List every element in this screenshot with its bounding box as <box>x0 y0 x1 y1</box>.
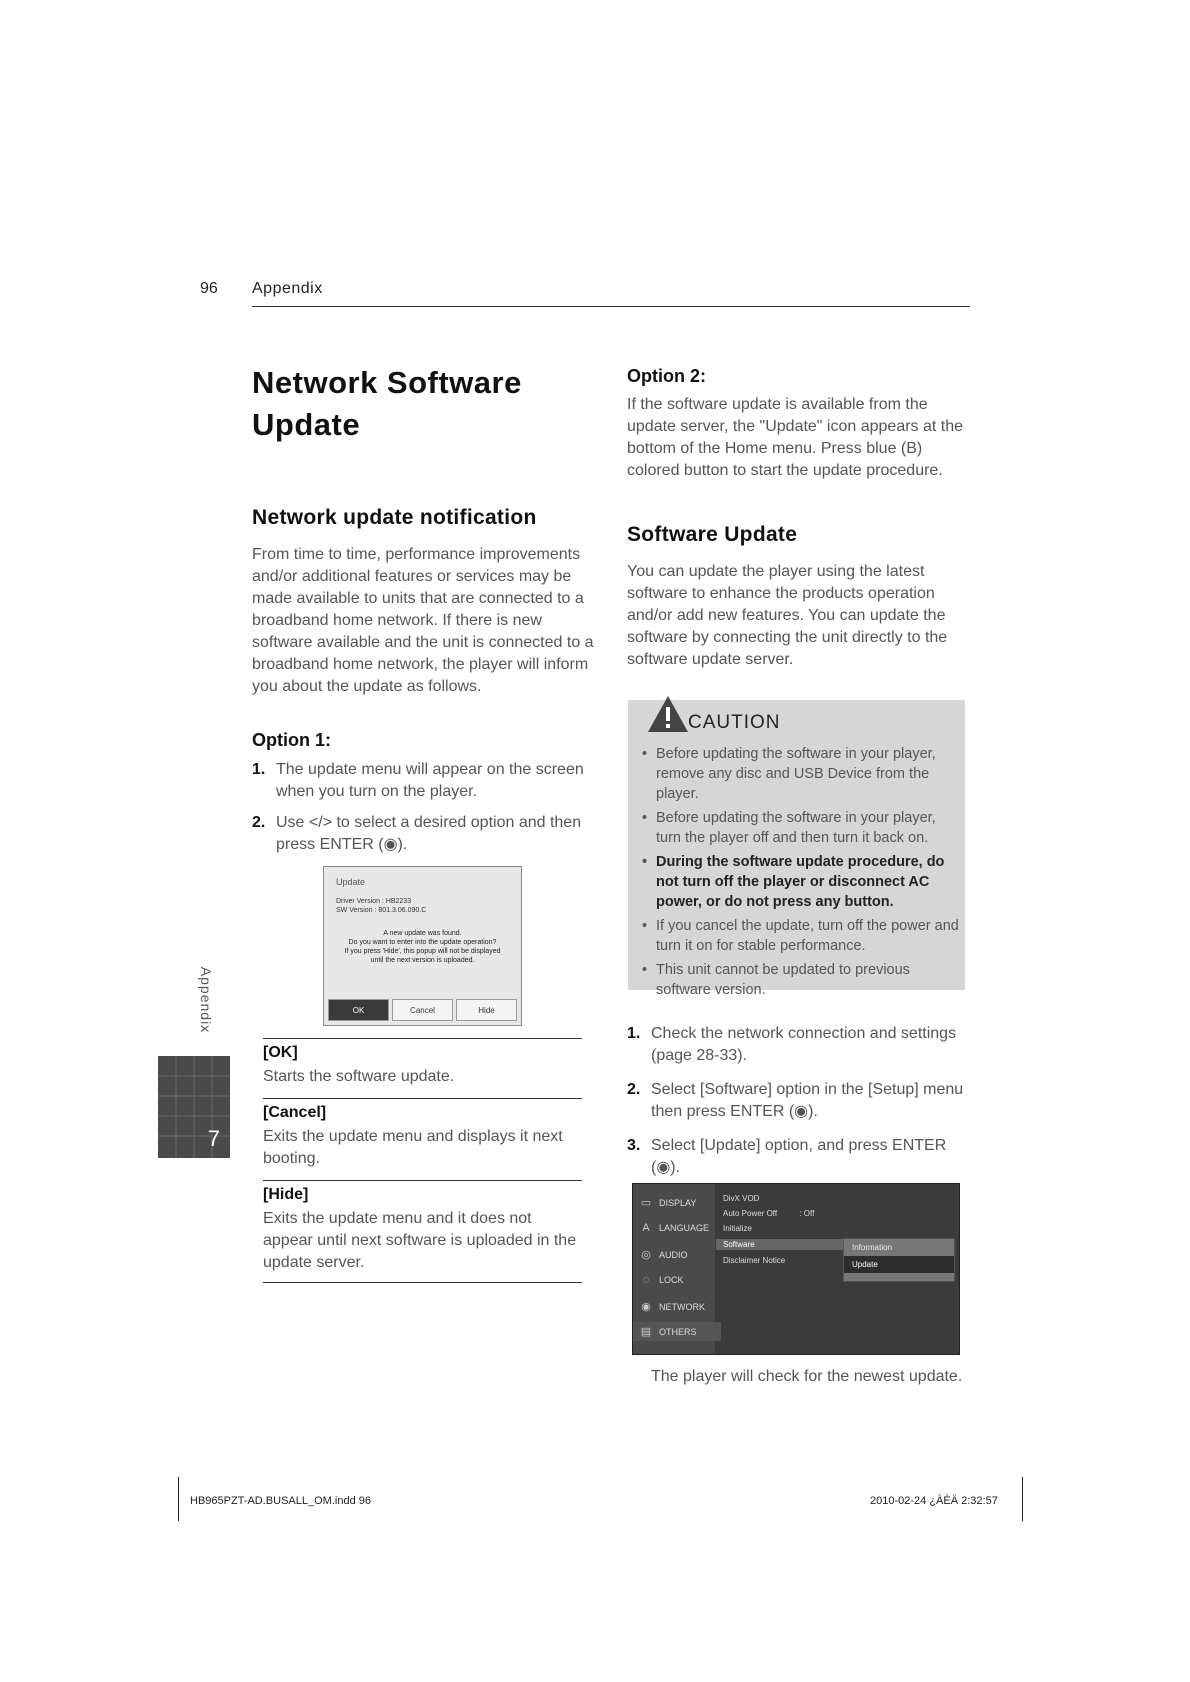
menu-category-label: DISPLAY <box>659 1198 697 1208</box>
option2-heading: Option 2: <box>627 366 706 386</box>
menu-option-disclaimer[interactable]: Disclaimer Notice <box>723 1256 786 1265</box>
step-text: Select [Software] option in the [Setup] menu then press ENTER (◉). <box>651 1081 964 1120</box>
menu-option-auto-power[interactable] <box>723 1209 814 1218</box>
warning-icon <box>646 694 690 734</box>
dialog-title: Update <box>336 877 366 887</box>
network-update-heading: Network update notification <box>252 506 537 529</box>
menu-option-label: Auto Power Off <box>723 1209 778 1218</box>
side-tab-block <box>158 1056 230 1158</box>
submenu-update[interactable]: Update <box>844 1256 954 1273</box>
side-tab-label: Appendix <box>198 966 214 1034</box>
header-rule <box>252 306 970 307</box>
caution-item: • If you cancel the update, turn off the power and turn it on for stable performance. <box>640 916 962 956</box>
footer-right-bar <box>1022 1477 1023 1521</box>
menu-category-lock[interactable] <box>639 1274 684 1286</box>
dialog-msg-line: Do you want to enter into the update operation? <box>348 939 497 946</box>
definition-desc-ok: Starts the software update. <box>263 1068 455 1085</box>
update-dialog-screenshot <box>323 866 522 1026</box>
caution-item: • Before updating the software in your player, turn the player off and then turn it back on. <box>640 808 962 848</box>
menu-caption: The player will check for the newest update. <box>651 1368 963 1385</box>
step-text: Check the network connection and settings (page 28-33). <box>651 1025 957 1064</box>
step-text: The update menu will appear on the screen when you turn on the player. <box>276 761 584 800</box>
option1-step-1 <box>252 759 597 803</box>
caution-title: CAUTION <box>688 712 781 733</box>
menu-category-label: LOCK <box>659 1275 684 1285</box>
definition-rule <box>263 1038 582 1039</box>
footer-file: HB965PZT-AD.BUSALL_OM.indd 96 <box>190 1495 371 1507</box>
definition-rule <box>263 1180 582 1181</box>
step-number: 2. <box>627 1081 641 1098</box>
definition-term-cancel: [Cancel] <box>263 1104 327 1121</box>
dialog-info <box>336 897 426 915</box>
menu-category-language[interactable] <box>639 1222 709 1234</box>
page-number: 96 <box>200 280 218 297</box>
menu-option-software[interactable]: Software <box>716 1239 876 1250</box>
others-icon: ▤ <box>640 1326 652 1338</box>
menu-category-audio[interactable] <box>639 1248 688 1261</box>
dialog-msg-line: If you press 'Hide', this popup will not be displayed <box>344 948 501 955</box>
option2-text: If the software update is available from the update server, the "Update" icon appears at the bottom of the Home menu. Press blue (B) colored button to start the update procedure. <box>627 396 964 479</box>
setup-menu-screenshot <box>632 1183 960 1355</box>
definition-term-ok: [OK] <box>263 1044 298 1061</box>
dialog-message <box>324 929 521 965</box>
step-text: Use </> to select a desired option and then press ENTER (◉). <box>276 814 582 853</box>
software-update-text: You can update the player using the latest software to enhance the products operation and/or add new features. You can update the software by connecting the unit directly to the software update server. <box>627 563 948 668</box>
definition-desc-cancel: Exits the update menu and displays it next booting. <box>263 1128 563 1167</box>
dialog-msg-line: A new update was found. <box>383 930 462 937</box>
caution-item: • This unit cannot be updated to previous software version. <box>640 960 962 1000</box>
software-update-heading: Software Update <box>627 523 798 546</box>
menu-option-initialize[interactable]: Initialize <box>723 1224 752 1233</box>
display-icon: ▭ <box>640 1197 652 1209</box>
step-number: 2. <box>252 814 266 831</box>
intro-text: From time to time, performance improvements and/or additional features or services may be made available to units that are connected to a broadband home network. If there is new software available and the unit is connected to a broadband home network, the player will inform you about the update as follows. <box>252 546 594 695</box>
network-icon: ◉ <box>641 1301 651 1313</box>
step-number: 3. <box>627 1137 641 1154</box>
option1-heading: Option 1: <box>252 730 331 750</box>
software-step-3 <box>627 1135 972 1179</box>
caution-item: • Before updating the software in your player, remove any disc and USB Device from the player. <box>640 744 962 804</box>
footer-timestamp: 2010-02-24 ¿ÀÈÄ 2:32:57 <box>870 1495 998 1507</box>
software-submenu <box>843 1238 955 1282</box>
page-title: Network Software Update <box>252 365 522 442</box>
step-number: 1. <box>627 1025 641 1042</box>
section-title: Appendix <box>252 280 323 297</box>
lock-icon: ◌ <box>642 1274 650 1286</box>
menu-option-value: : Off <box>799 1209 815 1218</box>
sw-version: SW Version : 801.3.06.090.C <box>336 907 427 914</box>
submenu-information[interactable]: Information <box>852 1243 893 1252</box>
software-step-2 <box>627 1079 972 1123</box>
dialog-cancel-button[interactable]: Cancel <box>392 999 453 1021</box>
menu-option-divx[interactable]: DivX VOD <box>723 1194 760 1203</box>
definition-desc-hide: Exits the update menu and it does not appear until next software is uploaded in the update server. <box>263 1210 577 1271</box>
menu-category-label: NETWORK <box>659 1302 705 1312</box>
step-number: 1. <box>252 761 266 778</box>
dialog-msg-line: until the next version is uploaded. <box>370 957 475 964</box>
caution-list <box>640 744 962 1004</box>
menu-category-label: AUDIO <box>659 1250 688 1260</box>
dialog-ok-button[interactable]: OK <box>328 999 389 1021</box>
step-text: Select [Update] option, and press ENTER (◉). <box>651 1137 947 1176</box>
menu-category-display[interactable] <box>639 1196 696 1209</box>
option1-step-2 <box>252 812 597 856</box>
side-tab-label-wrap <box>196 962 212 1042</box>
audio-icon: ◎ <box>641 1249 651 1261</box>
driver-version: Driver Version : HB2233 <box>336 898 412 905</box>
definition-term-hide: [Hide] <box>263 1186 309 1203</box>
dialog-hide-button[interactable]: Hide <box>456 999 517 1021</box>
definition-rule <box>263 1098 582 1099</box>
dialog-buttons <box>328 999 517 1021</box>
language-icon: A <box>642 1222 650 1234</box>
definition-rule <box>263 1282 582 1283</box>
menu-category-label: LANGUAGE <box>659 1223 710 1233</box>
menu-category-network[interactable] <box>639 1300 705 1313</box>
caution-item-bold: • During the software update procedure, do not turn off the player or disconnect AC power, or do not press any button. <box>640 852 962 912</box>
caution-box <box>628 700 965 998</box>
side-tab-number: 7 <box>207 1126 220 1151</box>
footer-left-bar <box>178 1477 179 1521</box>
menu-category-label: OTHERS <box>659 1327 697 1337</box>
software-step-1 <box>627 1023 972 1067</box>
menu-category-others[interactable] <box>633 1322 721 1341</box>
